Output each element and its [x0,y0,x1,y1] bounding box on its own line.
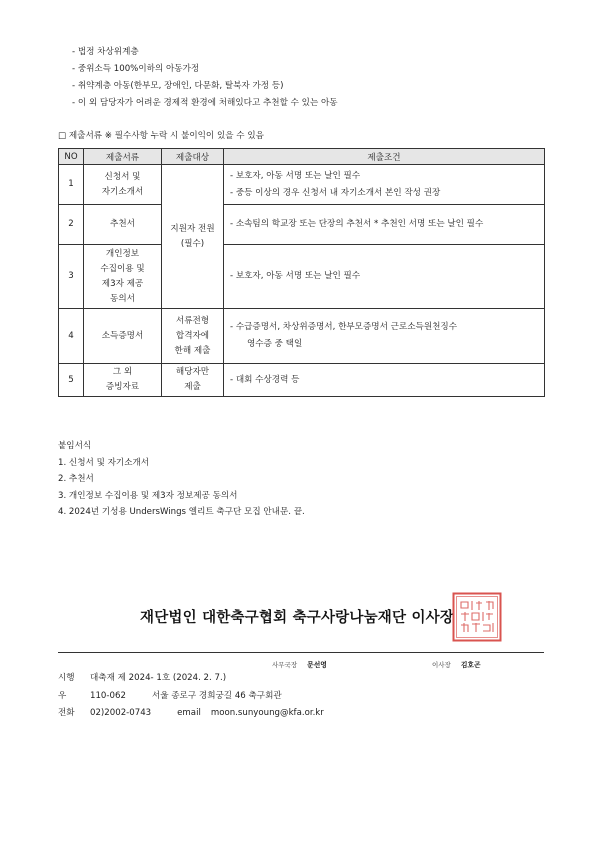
row-no: 1 [59,165,84,205]
row-no: 4 [59,309,84,364]
row-no: 3 [59,245,84,309]
table-row [59,205,545,245]
row-no: 5 [59,364,84,397]
header-condition: 제출조건 [224,149,545,165]
eligibility-item: - 법정 차상위계층 [72,47,139,57]
eligibility-item: - 중위소득 100%이하의 아동가정 [72,64,200,74]
row-condition: - 보호자, 아동 서명 또는 날인 필수 - 중등 이상의 경우 신청서 내 자기소개서 본인 작성 권장 [224,165,545,205]
row-condition: - 소속팀의 학교장 또는 단장의 추천서 * 추천인 서명 또는 날인 필수 [224,205,545,245]
row-condition: - 보호자, 아동 서명 또는 날인 필수 [224,245,545,309]
email-link[interactable]: moon.sunyoung@kfa.or.kr [210,708,324,718]
doc-number-line: 시행 대축재 제 2024- 1호 (2024. 2. 7.) [58,673,227,683]
row-target-merged: 지원자 전원 (필수) [162,165,224,309]
row-doc: 신청서 및 자기소개서 [84,165,162,205]
contact-line: 전화 02)2002-0743 email moon.sunyoung@kfa.or.kr [58,708,324,718]
attachment-item: 1. 신청서 및 자기소개서 [58,457,150,468]
table-header-row [59,149,545,165]
table-row [59,165,545,205]
table-row [59,364,545,397]
header-doc: 제출서류 [84,149,162,165]
submission-table [58,148,545,397]
attachment-item: 2. 추천서 [58,474,94,484]
eligibility-list [72,44,338,112]
row-no: 2 [59,205,84,245]
eligibility-item: - 취약계층 아동(한부모, 장애인, 다문화, 탈북자 가정 등) [72,81,284,91]
signature-manager: 사무국장 문선영 [272,661,327,669]
signature-chairman: 이사장 김호곤 [432,661,481,669]
submission-note: □ 제출서류 ※ 필수사항 누락 시 불이익이 있을 수 있음 [58,131,264,141]
document-footer [58,670,324,723]
sender-name: 재단법인 대한축구협회 축구사랑나눔재단 이사장 [140,610,455,626]
row-doc: 개인정보 수집이용 및 제3자 제공 동의서 [84,245,162,309]
attachment-item: 3. 개인정보 수집이용 및 제3자 정보제공 동의서 [58,490,238,501]
row-doc: 그 외 증빙자료 [84,364,162,397]
table-row [59,309,545,364]
row-target: 서류전형 합격자에 한해 제출 [162,309,224,364]
header-target: 제출대상 [162,149,224,165]
row-doc: 추천서 [84,205,162,245]
official-seal-icon [452,592,502,642]
row-condition: - 수급증명서, 차상위증명서, 한부모증명서 근로소득원천징수 영수증 중 택일 [224,309,545,364]
attachments [58,438,305,521]
row-doc: 소득증명서 [84,309,162,364]
attachment-item: 4. 2024년 기성용 UndersWings 엘리트 축구단 모집 안내문. 끝. [58,507,305,517]
header-no: NO [59,149,84,165]
eligibility-item: - 이 외 담당자가 어려운 경제적 환경에 처해있다고 추천할 수 있는 아동 [72,98,338,108]
row-target: 해당자만 제출 [162,364,224,397]
table-row [59,245,545,309]
address-line: 우 110-062 서울 종로구 경희궁길 46 축구회관 [58,690,282,701]
row-condition: - 대회 수상경력 등 [224,364,545,397]
footer-divider [58,652,544,653]
attachments-title: 붙임서식 [58,441,92,451]
